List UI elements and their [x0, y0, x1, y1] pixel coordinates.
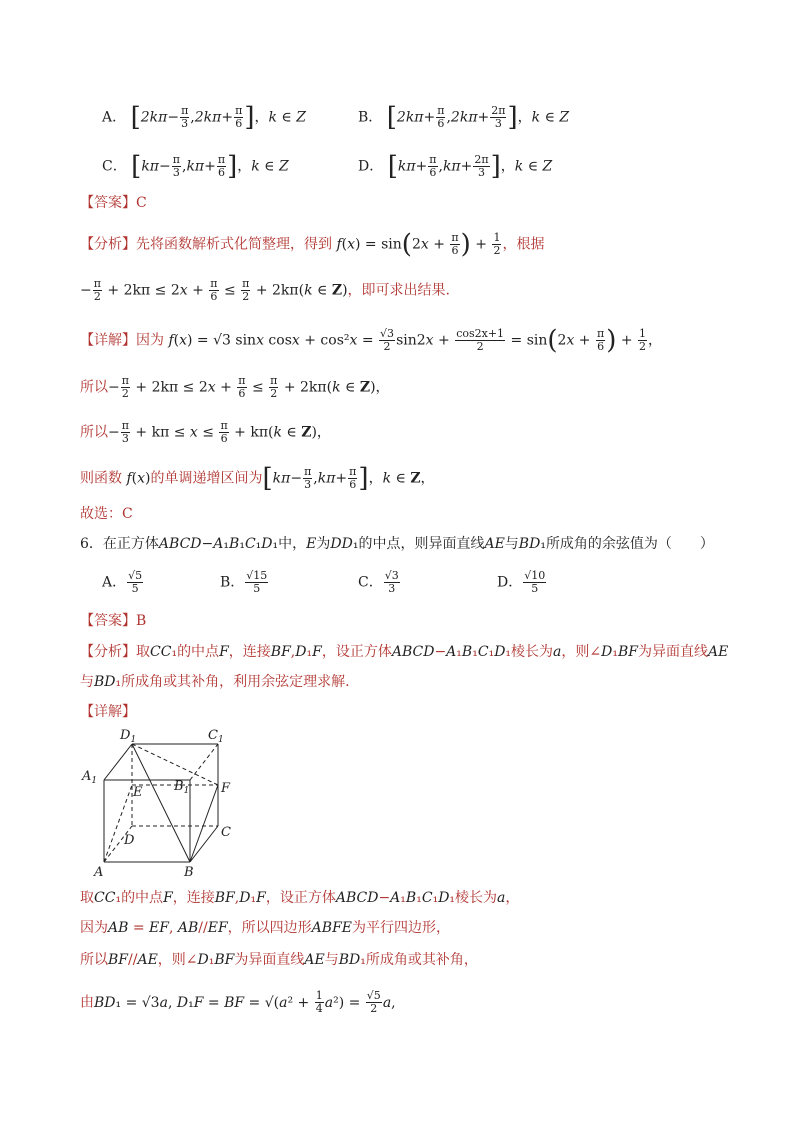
- label-c: C: [221, 825, 231, 840]
- edge-b1c1: [190, 744, 218, 780]
- option-a: A． $\frac{√5}{5}$: [102, 569, 143, 595]
- option-d: D． $\frac{√10}{5}$: [497, 569, 546, 595]
- label-c1: $C_1$: [208, 728, 224, 745]
- k-in-z: k ∈ Z: [531, 109, 570, 126]
- analysis-5-cont: − $\frac{\pi}{2}$ + 2kπ ≤ 2x + $\frac{\pi}{6}$ ≤ $\frac{\pi}{2}$ + 2kπ(k ∈ Z)，即可求出结果.: [80, 277, 450, 303]
- detail-6-line2: 因为AB = EF, AB//EF，所以四边形ABFE为平行四边形，: [80, 920, 451, 936]
- option-b: B． $\frac{√15}{5}$: [220, 569, 268, 595]
- segment-ae: [104, 785, 132, 862]
- edge-bc: [190, 826, 218, 862]
- detail-5-line3: 所以− $\frac{\pi}{3}$ + kπ ≤ x ≤ $\frac{\pi}{6}$ + kπ(k ∈ Z)，: [80, 419, 331, 445]
- label-b1: $B_1$: [174, 779, 190, 796]
- option-label: C．: [102, 158, 127, 175]
- detail-5-line2: 所以− $\frac{\pi}{2}$ + 2kπ ≤ 2x + $\frac{\pi}{6}$ ≤ $\frac{\pi}{2}$ + 2kπ(k ∈ Z)，: [80, 374, 390, 400]
- label-e: E: [133, 785, 143, 800]
- option-label: D．: [358, 158, 384, 175]
- label-f: F: [221, 781, 231, 796]
- option-label: B．: [358, 109, 383, 126]
- detail-6-label: 【详解】: [80, 704, 136, 720]
- segment-bf: [190, 785, 218, 862]
- option-c: C． [kπ− $\frac{\pi}{3}$ ,kπ+ $\frac{\pi}{6}$ ]，k ∈ Z: [102, 151, 289, 182]
- analysis-6: 【分析】取CC₁的中点F，连接BF,D₁F，设正方体ABCD−A₁B₁C₁D₁棱长为a，则∠D₁BF为异面直线AE: [80, 644, 729, 660]
- segment-bd1: [132, 744, 190, 862]
- label-b: B: [184, 865, 194, 879]
- label-d1: $D_1$: [120, 728, 137, 745]
- option-a: A． [2kπ− $\frac{\pi}{3}$ ,2kπ+ $\frac{\pi}{6}$ ]，k ∈ Z: [102, 102, 306, 133]
- detail-5-line1: 【详解】因为 f(x) = √3 sinx cosx + cos²x = $\frac{√3}{2}$ sin2x + $\frac{\cos 2x+1}{2}$ = sin(2x + $\frac{\pi}{6}$ ) + $\frac{1}{2}$ ，: [80, 325, 663, 356]
- k-in-z: k ∈ Z: [514, 158, 553, 175]
- label-a1: $A_1$: [82, 769, 98, 786]
- label-d: D: [124, 833, 135, 848]
- analysis-6-cont: 与BD₁所成角或其补角，利用余弦定理求解.: [80, 674, 350, 690]
- analysis-5: 【分析】先将函数解析式化简整理，得到 f(x) = sin(2x + $\frac{\pi}{6}$ ) + $\frac{1}{2}$ ，根据: [80, 229, 545, 260]
- detail-6-line4: 由BD₁ = √3a, D₁F = BF = √(a² + $\frac{1}{4}$ a²) = $\frac{√5}{2}$ a,: [80, 989, 396, 1015]
- option-c: C． $\frac{√3}{3}$: [358, 569, 399, 595]
- option-d: D． [kπ+ $\frac{\pi}{6}$ ,kπ+ $\frac{2\pi}{3}$ ]，k ∈ Z: [358, 151, 553, 182]
- k-in-z: k ∈ Z: [251, 158, 289, 175]
- question-6-stem: 6．在正方体ABCD−A₁B₁C₁D₁中，E为DD₁的中点，则异面直线AE与BD₁所成角的余弦值为（ ）: [80, 536, 714, 552]
- answer-6: 【答案】B: [80, 613, 147, 629]
- k-in-z: k ∈ Z: [268, 109, 306, 126]
- option-b: B． [2kπ+ $\frac{\pi}{6}$ ,2kπ+ $\frac{2\pi}{3}$ ]，k ∈ Z: [358, 102, 570, 133]
- label-a: A: [94, 865, 104, 879]
- conclusion-5: 故选：C: [80, 506, 133, 522]
- option-label: A．: [102, 109, 127, 126]
- cube-figure: [80, 724, 240, 879]
- detail-6-line1: 取CC₁的中点F，连接BF,D₁F，设正方体ABCD−A₁B₁C₁D₁棱长为a，: [80, 890, 520, 906]
- edge-a1d1: [104, 744, 132, 780]
- answer-5: 【答案】C: [80, 195, 147, 211]
- detail-5-line4: 则函数 f(x)的单调递增区间为[kπ− $\frac{\pi}{3}$ ,kπ+ $\frac{\pi}{6}$ ]，k ∈ Z，: [80, 463, 435, 494]
- detail-6-line3: 所以BF//AE，则∠D₁BF为异面直线AE与BD₁所成角或其补角，: [80, 952, 478, 968]
